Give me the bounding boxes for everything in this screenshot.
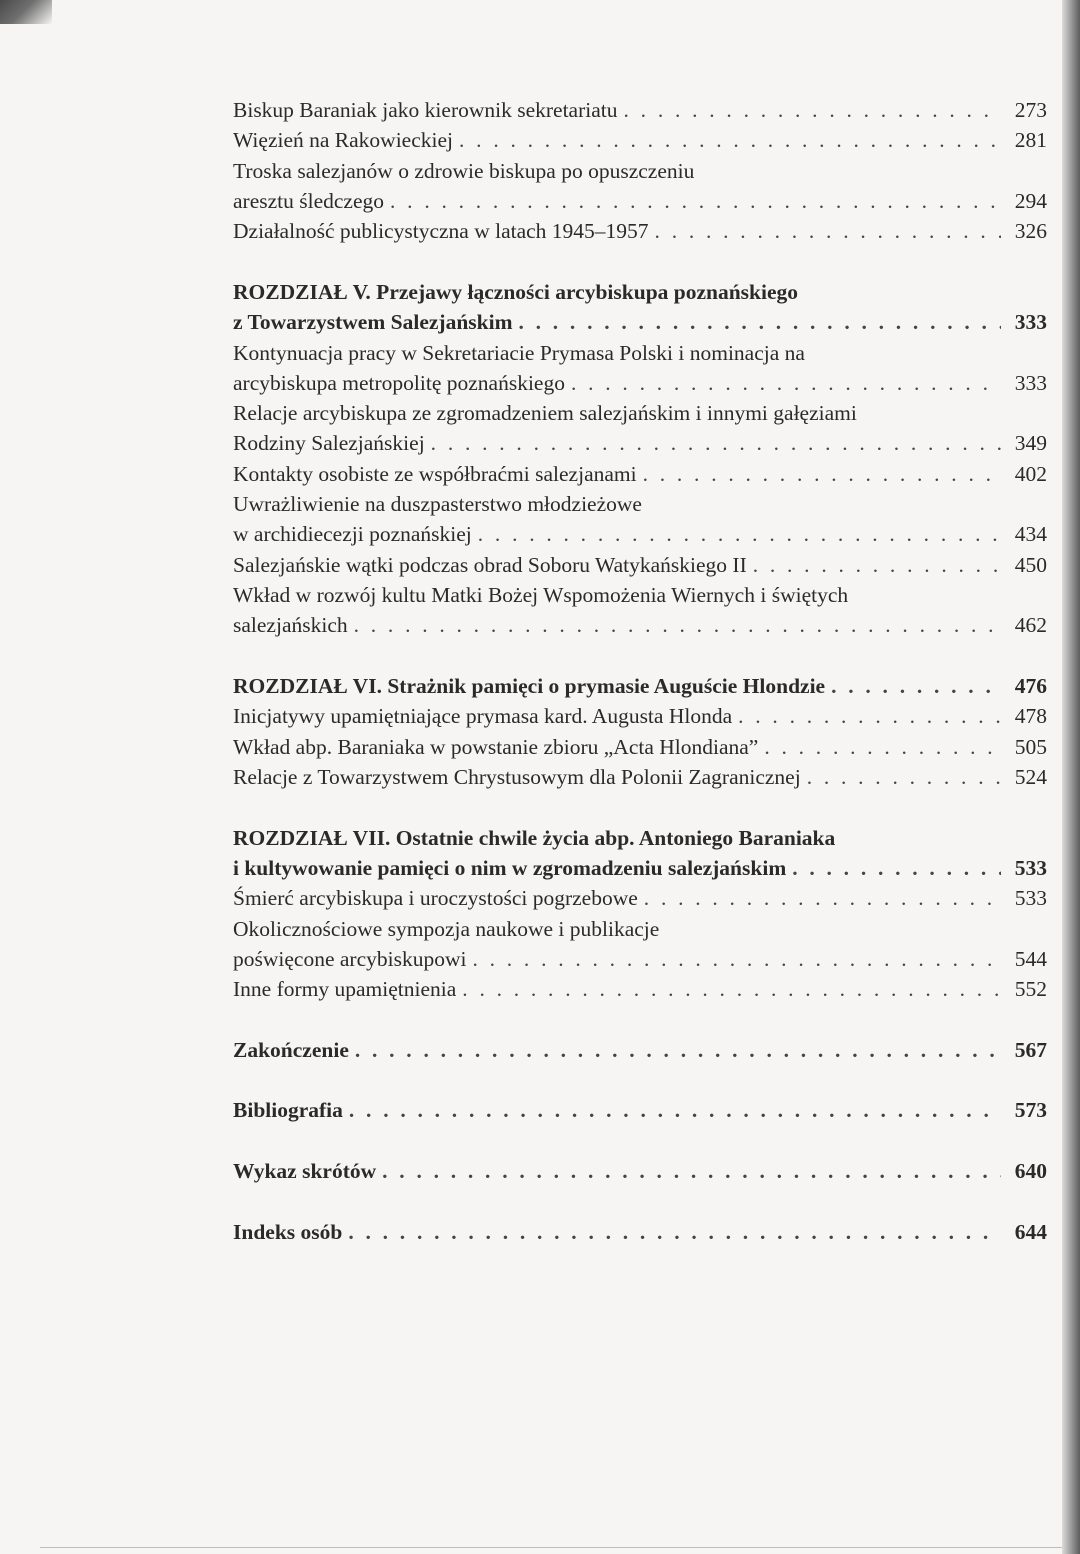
toc-entry[interactable] bbox=[233, 762, 1047, 792]
toc-entry[interactable] bbox=[233, 95, 1047, 125]
toc-section bbox=[233, 1156, 1047, 1186]
leader-dots bbox=[472, 944, 1001, 974]
toc-entry[interactable] bbox=[233, 125, 1047, 155]
toc-page-number: 333 bbox=[1014, 370, 1047, 395]
toc-page-number: 505 bbox=[1014, 734, 1047, 759]
toc-entry-title-line: Śmierć arcybiskupa i uroczystości pogrzebowe bbox=[233, 886, 638, 911]
leader-dots bbox=[354, 610, 1001, 640]
toc-entry-title-line: Relacje arcybiskupa ze zgromadzeniem salezjańskim i innymi gałęziami bbox=[233, 401, 857, 426]
toc-entry-row bbox=[233, 701, 1047, 731]
toc-entry-row bbox=[233, 1095, 1047, 1125]
toc-page-number: 552 bbox=[1014, 977, 1047, 1002]
toc-entry-title-line: Kontynuacja pracy w Sekretariacie Prymasa Polski i nominacja na bbox=[233, 340, 805, 365]
toc-page-number: 434 bbox=[1014, 522, 1047, 547]
toc-entry-title-line: Salezjańskie wątki podczas obrad Soboru Watykańskiego II bbox=[233, 552, 747, 577]
toc-entry-row bbox=[233, 974, 1047, 1004]
toc-entry-title-line: Biskup Baraniak jako kierownik sekretariatu bbox=[233, 98, 618, 122]
toc-entry-row bbox=[233, 368, 1047, 398]
leader-dots bbox=[462, 974, 1001, 1004]
toc-entry-title-line: Kontakty osobiste ze współbraćmi salezjanami bbox=[233, 461, 637, 486]
leader-dots bbox=[644, 883, 1001, 913]
toc-page-number: 462 bbox=[1014, 613, 1047, 638]
toc-entry[interactable] bbox=[233, 914, 1047, 975]
toc-page-number: 349 bbox=[1014, 431, 1047, 456]
toc-entry-row bbox=[233, 1035, 1047, 1065]
toc-page-number: 567 bbox=[1014, 1037, 1047, 1062]
toc-chapter-heading[interactable] bbox=[233, 1156, 1047, 1186]
toc-page-number: 333 bbox=[1014, 310, 1047, 335]
toc-entry-row bbox=[233, 216, 1047, 246]
section-gap bbox=[233, 641, 1047, 672]
leader-dots bbox=[831, 671, 1001, 701]
toc-entry[interactable] bbox=[233, 459, 1047, 489]
toc-page-number: 533 bbox=[1014, 856, 1047, 881]
toc-entry-title-line: ROZDZIAŁ V. Przejawy łączności arcybiskupa poznańskiego bbox=[233, 279, 799, 304]
leader-dots bbox=[624, 95, 1001, 125]
toc-entry-title-line: ROZDZIAŁ VII. Ostatnie chwile życia abp. Antoniego Baraniaka bbox=[233, 825, 836, 850]
leader-dots bbox=[390, 186, 1001, 216]
toc-section bbox=[233, 95, 1047, 246]
toc-entry-title-line: Rodziny Salezjańskiej bbox=[233, 431, 425, 456]
toc-entry[interactable] bbox=[233, 580, 1047, 641]
toc-entry-title-line: Zakończenie bbox=[233, 1037, 349, 1062]
toc-entry-row bbox=[233, 944, 1047, 974]
toc-entry-title-line: Więzień na Rakowieckiej bbox=[233, 128, 454, 153]
toc-chapter-heading[interactable] bbox=[233, 1035, 1047, 1065]
section-gap bbox=[233, 1065, 1047, 1095]
toc-page-number: 326 bbox=[1014, 219, 1047, 244]
table-of-contents bbox=[233, 95, 1047, 1247]
leader-dots bbox=[348, 1217, 1001, 1247]
toc-entry[interactable] bbox=[233, 550, 1047, 580]
section-gap bbox=[233, 1005, 1047, 1035]
toc-chapter-heading[interactable] bbox=[233, 1095, 1047, 1125]
toc-entry-title-line: ROZDZIAŁ VI. Strażnik pamięci o prymasie Auguście Hlondzie bbox=[233, 674, 826, 699]
toc-page-number: 294 bbox=[1014, 188, 1047, 213]
page-bottom-edge bbox=[40, 1547, 1062, 1548]
toc-entry[interactable] bbox=[233, 701, 1047, 731]
toc-entry[interactable] bbox=[233, 732, 1047, 762]
toc-page-number: 640 bbox=[1014, 1159, 1047, 1183]
leader-dots bbox=[459, 125, 1001, 155]
toc-section bbox=[233, 823, 1047, 1005]
leader-dots bbox=[807, 762, 1001, 792]
scan-corner-shadow bbox=[0, 0, 52, 24]
toc-entry-title-line: z Towarzystwem Salezjańskim bbox=[233, 310, 513, 335]
toc-chapter-heading[interactable] bbox=[233, 1217, 1047, 1247]
toc-section bbox=[233, 1217, 1047, 1247]
toc-page-number: 450 bbox=[1014, 552, 1047, 577]
toc-page-number: 273 bbox=[1014, 98, 1047, 122]
toc-page-number: 573 bbox=[1014, 1098, 1047, 1123]
section-gap bbox=[233, 792, 1047, 823]
toc-entry-row bbox=[233, 762, 1047, 792]
toc-entry[interactable] bbox=[233, 489, 1047, 550]
toc-entry-row bbox=[233, 1217, 1047, 1247]
leader-dots bbox=[478, 519, 1001, 549]
toc-entry-row bbox=[233, 732, 1047, 762]
toc-entry-row bbox=[233, 883, 1047, 913]
leader-dots bbox=[431, 428, 1001, 458]
toc-entry-row bbox=[233, 853, 1047, 883]
toc-entry[interactable] bbox=[233, 156, 1047, 217]
leader-dots bbox=[349, 1095, 1001, 1125]
toc-entry-title-line: poświęcone arcybiskupowi bbox=[233, 946, 467, 971]
toc-section bbox=[233, 277, 1047, 641]
toc-chapter-heading[interactable] bbox=[233, 277, 1047, 338]
toc-entry[interactable] bbox=[233, 398, 1047, 459]
leader-dots bbox=[518, 307, 1001, 337]
toc-entry-title-line: Inicjatywy upamiętniające prymasa kard. Augusta Hlonda bbox=[233, 704, 733, 729]
toc-entry-title-line: Okolicznościowe sympozja naukowe i publikacje bbox=[233, 916, 660, 941]
toc-page-number: 524 bbox=[1014, 764, 1047, 789]
toc-entry[interactable] bbox=[233, 974, 1047, 1004]
toc-entry-title-line: Działalność publicystyczna w latach 1945–1957 bbox=[233, 219, 649, 244]
toc-section bbox=[233, 1095, 1047, 1125]
toc-section bbox=[233, 671, 1047, 792]
toc-entry-row bbox=[233, 459, 1047, 489]
toc-chapter-heading[interactable] bbox=[233, 671, 1047, 701]
section-gap bbox=[233, 246, 1047, 277]
section-gap bbox=[233, 1126, 1047, 1156]
toc-entry-title-line: Troska salezjanów o zdrowie biskupa po opuszczeniu bbox=[233, 158, 695, 183]
toc-entry-row bbox=[233, 550, 1047, 580]
toc-entry-row bbox=[233, 1156, 1047, 1186]
toc-entry-row bbox=[233, 428, 1047, 458]
toc-entry[interactable] bbox=[233, 216, 1047, 246]
leader-dots bbox=[643, 459, 1001, 489]
leader-dots bbox=[382, 1156, 1001, 1186]
toc-entry-title-line: Wykaz skrótów bbox=[233, 1159, 377, 1183]
toc-entry-title-line: Inne formy upamiętnienia bbox=[233, 977, 457, 1002]
section-gap bbox=[233, 1186, 1047, 1216]
toc-page-number: 478 bbox=[1014, 704, 1047, 729]
toc-entry-title-line: Bibliografia bbox=[233, 1098, 343, 1123]
toc-entry-title-line: salezjańskich bbox=[233, 613, 348, 638]
leader-dots bbox=[571, 368, 1001, 398]
leader-dots bbox=[355, 1035, 1001, 1065]
toc-entry-title-line: arcybiskupa metropolitę poznańskiego bbox=[233, 370, 565, 395]
toc-entry-row bbox=[233, 95, 1047, 125]
toc-entry-title-line: w archidiecezji poznańskiej bbox=[233, 522, 472, 547]
toc-entry-title-line: Wkład w rozwój kultu Matki Bożej Wspomożenia Wiernych i świętych bbox=[233, 582, 849, 607]
toc-section bbox=[233, 1035, 1047, 1065]
toc-entry-row bbox=[233, 610, 1047, 640]
page-binding-edge bbox=[1062, 0, 1080, 1554]
leader-dots bbox=[655, 216, 1001, 246]
toc-entry-title-line: aresztu śledczego bbox=[233, 188, 385, 213]
toc-entry-row bbox=[233, 125, 1047, 155]
toc-page-number: 644 bbox=[1014, 1219, 1047, 1244]
toc-entry-row bbox=[233, 307, 1047, 337]
toc-page-number: 533 bbox=[1014, 886, 1047, 911]
toc-page-number: 544 bbox=[1014, 946, 1047, 971]
leader-dots bbox=[764, 732, 1001, 762]
leader-dots bbox=[738, 701, 1001, 731]
leader-dots bbox=[792, 853, 1001, 883]
toc-entry-row bbox=[233, 671, 1047, 701]
leader-dots bbox=[753, 550, 1001, 580]
toc-entry-title-line: Indeks osób bbox=[233, 1219, 343, 1244]
toc-entry-title-line: Relacje z Towarzystwem Chrystusowym dla Polonii Zagranicznej bbox=[233, 764, 801, 789]
toc-chapter-heading[interactable] bbox=[233, 823, 1047, 884]
toc-page-number: 402 bbox=[1014, 461, 1047, 486]
toc-entry-title-line: Uwrażliwienie na duszpasterstwo młodzieżowe bbox=[233, 492, 642, 517]
toc-entry-row bbox=[233, 519, 1047, 549]
toc-entry[interactable] bbox=[233, 338, 1047, 399]
toc-entry-row bbox=[233, 186, 1047, 216]
toc-page-number: 476 bbox=[1014, 674, 1047, 699]
toc-entry[interactable] bbox=[233, 883, 1047, 913]
toc-entry-title-line: Wkład abp. Baraniaka w powstanie zbioru „Acta Hlondiana” bbox=[233, 734, 759, 759]
toc-entry-title-line: i kultywowanie pamięci o nim w zgromadzeniu salezjańskim bbox=[233, 856, 787, 881]
toc-page-number: 281 bbox=[1014, 128, 1047, 153]
